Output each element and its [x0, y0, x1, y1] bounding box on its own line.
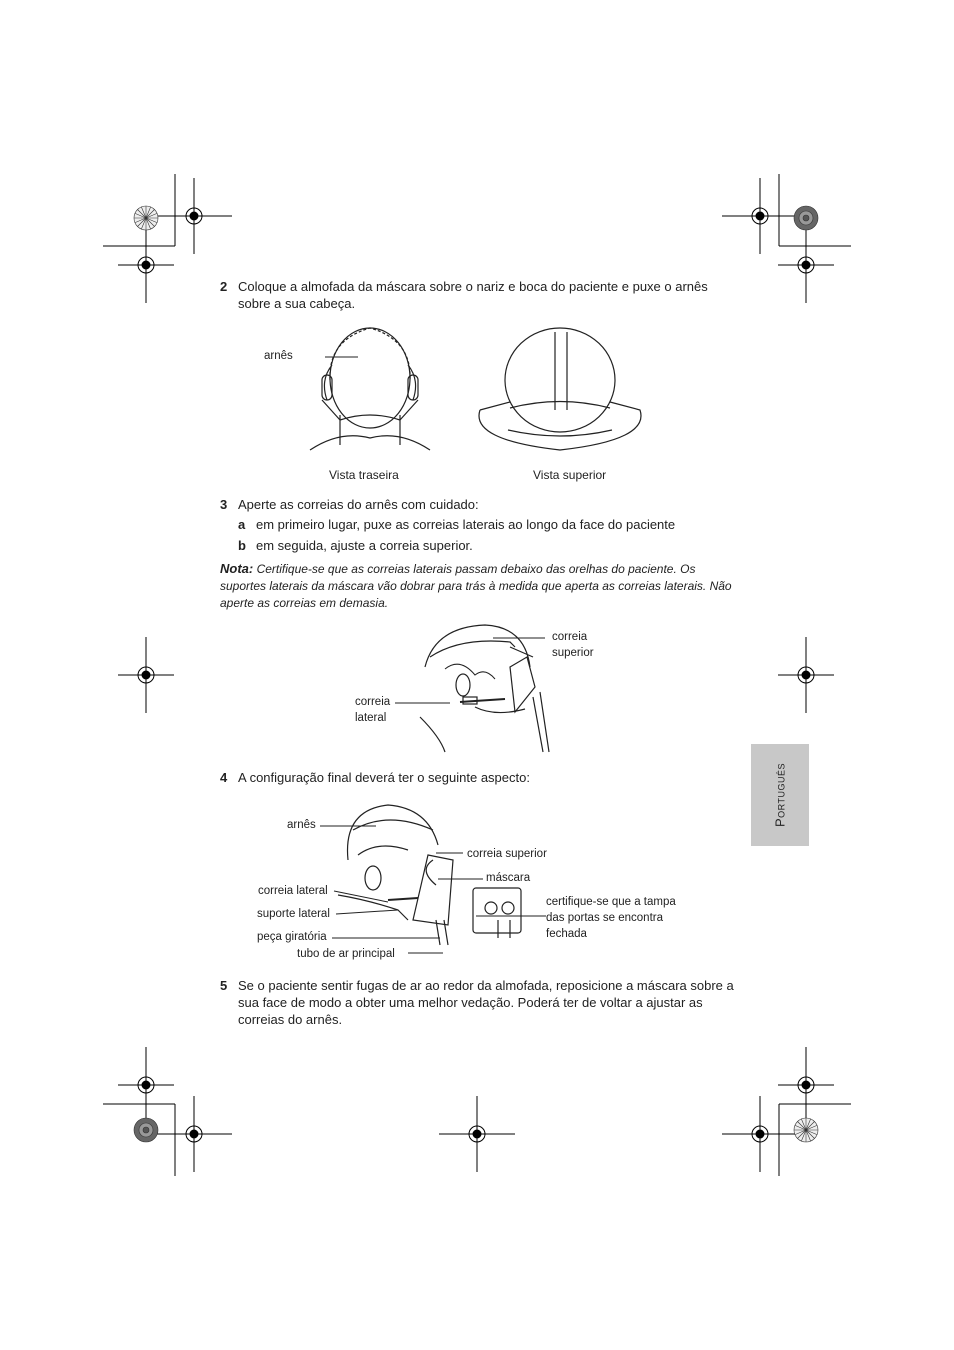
- step-text: A configuração final deverá ter o seguinte aspecto:: [238, 770, 530, 785]
- note-label: Nota:: [220, 561, 254, 576]
- step-text: Aperte as correias do arnês com cuidado:: [238, 497, 479, 512]
- label-harness-final: arnês: [287, 819, 316, 831]
- substep-letter: b: [238, 538, 246, 553]
- label-harness-back: arnês: [264, 350, 293, 362]
- label-port-cap: certifique-se que a tampa das portas se encontra fechada: [546, 896, 676, 940]
- step-number: 3: [220, 497, 228, 512]
- substep-text: em primeiro lugar, puxe as correias laterais ao longo da face do paciente: [256, 517, 676, 532]
- leaders-side-view: [395, 635, 545, 715]
- label-air-tube: tubo de ar principal: [297, 948, 395, 960]
- label-top-strap-final: correia superior: [467, 848, 547, 860]
- step-number: 2: [220, 279, 228, 294]
- language-tab: [751, 744, 809, 846]
- caption-top-view: Vista superior: [533, 468, 607, 482]
- substep-letter: a: [238, 517, 246, 532]
- step-text: Coloque a almofada da máscara sobre o nariz e boca do paciente e puxe o arnês sobre a sua cabeça.: [238, 279, 708, 311]
- label-side-strap-final: correia lateral: [258, 885, 328, 897]
- step-text: Se o paciente sentir fugas de ar ao redor da almofada, reposicione a máscara sobre a sua face de modo a obter uma melhor vedação. Poderá ter de voltar a ajustar as correias do arnês.: [238, 978, 734, 1027]
- substep-text: em seguida, ajuste a correia superior.: [256, 538, 473, 553]
- caption-back-view: Vista traseira: [329, 468, 399, 482]
- step-number: 4: [220, 770, 228, 785]
- figure-head-views: [270, 320, 690, 460]
- step-number: 5: [220, 978, 228, 993]
- note: [220, 560, 735, 612]
- note-text: Certifique-se que as correias laterais passam debaixo das orelhas do paciente. Os suportes laterais da máscara vão dobrar para trás à medida que aperta as correias laterais. Não aperte as correias em demasia.: [220, 562, 732, 610]
- label-mask: máscara: [486, 872, 531, 884]
- label-top-strap: correia superior: [552, 631, 594, 659]
- label-side-strap: correia lateral: [355, 696, 391, 724]
- label-side-support: suporte lateral: [257, 908, 330, 920]
- language-tab-label: Português: [772, 762, 788, 828]
- label-swivel: peça giratória: [257, 931, 327, 943]
